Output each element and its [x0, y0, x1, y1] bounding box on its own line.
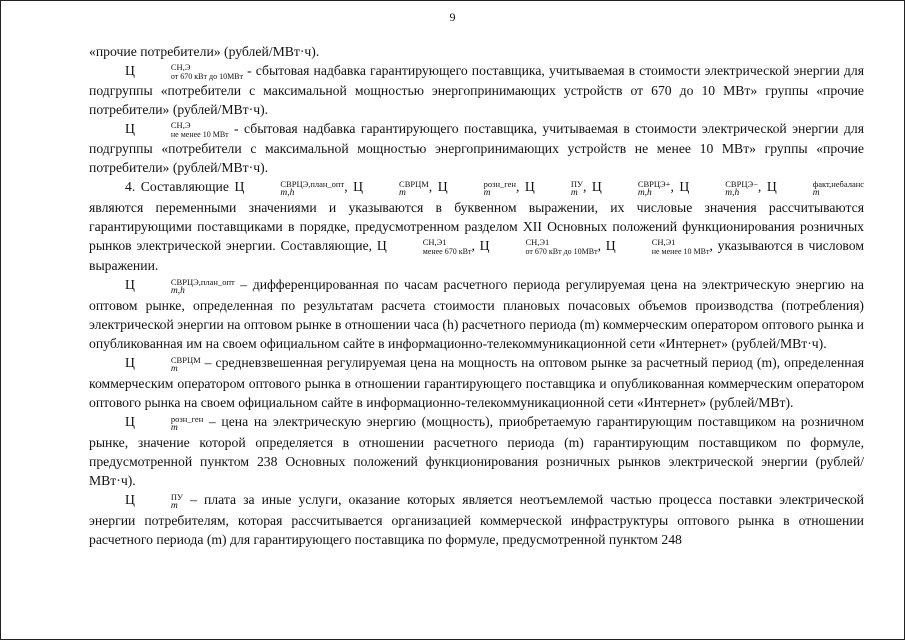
paragraph-components: 4. Составляющие Ц СВРЦЭ,план_опт m,h , Ц СВРЦМ m , Ц розн_ген m , Ц ПУ m , Ц СВРЦЭ+ m,h , Ц СВРЦЭ− m,h , Ц факт,небаланс m являются переменными значениями и указываются в буквенном выражении, их числовые значения рассчитываются гарантирующими поставщиками в порядке, предусмотренном разделом XII Основных положений функционирования розничных рынков электрической энергии. Составляющие, Ц СН,Э1 менее 670 кВт , Ц СН,Э1 от 670 кВт до 10МВт , Ц СН,Э1 не менее 10 МВт , указываются в числовом выражении. [89, 179, 865, 273]
formula-symbol: Ц СВРЦЭ,план_опт m,h [234, 179, 345, 198]
formula-symbol: Ц СН,Э1 не менее 10 МВт [605, 237, 710, 256]
paragraph-other-services [89, 490, 864, 549]
formula-symbol: Ц СВРЦЭ,план_опт m,h [125, 277, 235, 296]
formula-symbol: Ц СН,Э от 670 кВт до 10МВт [125, 62, 244, 81]
formula-symbol: Ц СВРЦЭ+ m,h [591, 179, 671, 198]
formula-symbol: Ц СВРЦМ m [125, 355, 201, 374]
paragraph-continuation: «прочие потребители» (рублей/МВт·ч). [89, 44, 320, 59]
formula-symbol: Ц СВРЦЭ− m,h [679, 179, 758, 198]
formula-symbol: Ц ПУ m [125, 492, 184, 511]
formula-symbol: Ц розн_ген m [437, 179, 516, 198]
formula-symbol: Ц ПУ m [524, 179, 583, 198]
formula-symbol: Ц СН,Э1 от 670 кВт до 10МВт [479, 237, 598, 256]
paragraph-price-capacity [89, 353, 864, 412]
paragraph-markup-670-10mw [89, 61, 864, 119]
formula-symbol: Ц СН,Э1 менее 670 кВт [376, 237, 472, 256]
paragraph-text: – средневзвешенная регулируемая цена на мощность на оптовом рынке за расчетный период (m), определенная коммерческим оператором оптового рынка в отношении гарантирующего поставщика и опубликованная коммерческим оператором оптового рынка на своем официальном сайте в информационно-телекоммуникационной сети «Интернет» (рублей/МВт). [89, 355, 864, 410]
paragraph-text: - сбытовая надбавка гарантирующего поставщика, учитываемая в стоимости электрической энергии для подгруппы «потребители с максимальной мощностью энергопринимающих устройств от 670 до 10 МВт» группы «прочие потребители» (рублей/МВт·ч). [89, 63, 864, 117]
paragraph-price-energy [89, 275, 864, 353]
formula-symbol: Ц факт,небаланс m [766, 179, 865, 198]
paragraph-text: – дифференцированная по часам расчетного периода регулируемая цена на электрическую энергию на оптовом рынке, определенная по результатам расчета стоимости плановых почасовых объемов производства (потребления) электрической энергии на оптовом рынке в отношении часа (h) расчетного периода (m) коммерческим оператором оптового рынка и опубликованная им на своем официальном сайте в информационно-телекоммуникационной сети «Интернет» (рублей/МВт·ч). [89, 277, 864, 351]
paragraph-price-retail [89, 412, 864, 490]
formula-symbol: Ц СН,Э не менее 10 МВт [125, 120, 229, 139]
paragraph-text: – цена на электрическую энергию (мощность), приобретаемую гарантирующим поставщиком на розничном рынке, значение которой определяется в отношении расчетного периода (m) гарантирующим поставщиком по формуле, предусмотренной пунктом 238 Основных положений функционирования розничных рынков электрической энергии (рублей/МВт·ч). [89, 414, 864, 488]
formula-symbol: Ц СВРЦМ m [353, 179, 429, 198]
paragraph-text: – плата за иные услуги, оказание которых является неотъемлемой частью процесса поставки электрической энергии потребителям, которая рассчитывается организацией коммерческой инфраструктуры оптового рынка в отношении расчетного периода (m) для гарантирующего поставщика по формуле, предусмотренной пунктом 248 [89, 492, 864, 547]
paragraph-markup-10mw [89, 119, 864, 177]
paragraph-text: - сбытовая надбавка гарантирующего поставщика, учитываемая в стоимости электрической энергии для подгруппы «потребители с максимальной мощностью энергопринимающих устройств не менее 10 МВт» группы «прочие потребители» (рублей/МВт·ч). [89, 121, 864, 175]
formula-symbol: Ц розн_ген m [125, 414, 204, 433]
document-body [89, 42, 864, 549]
page-number: 9 [449, 10, 456, 24]
